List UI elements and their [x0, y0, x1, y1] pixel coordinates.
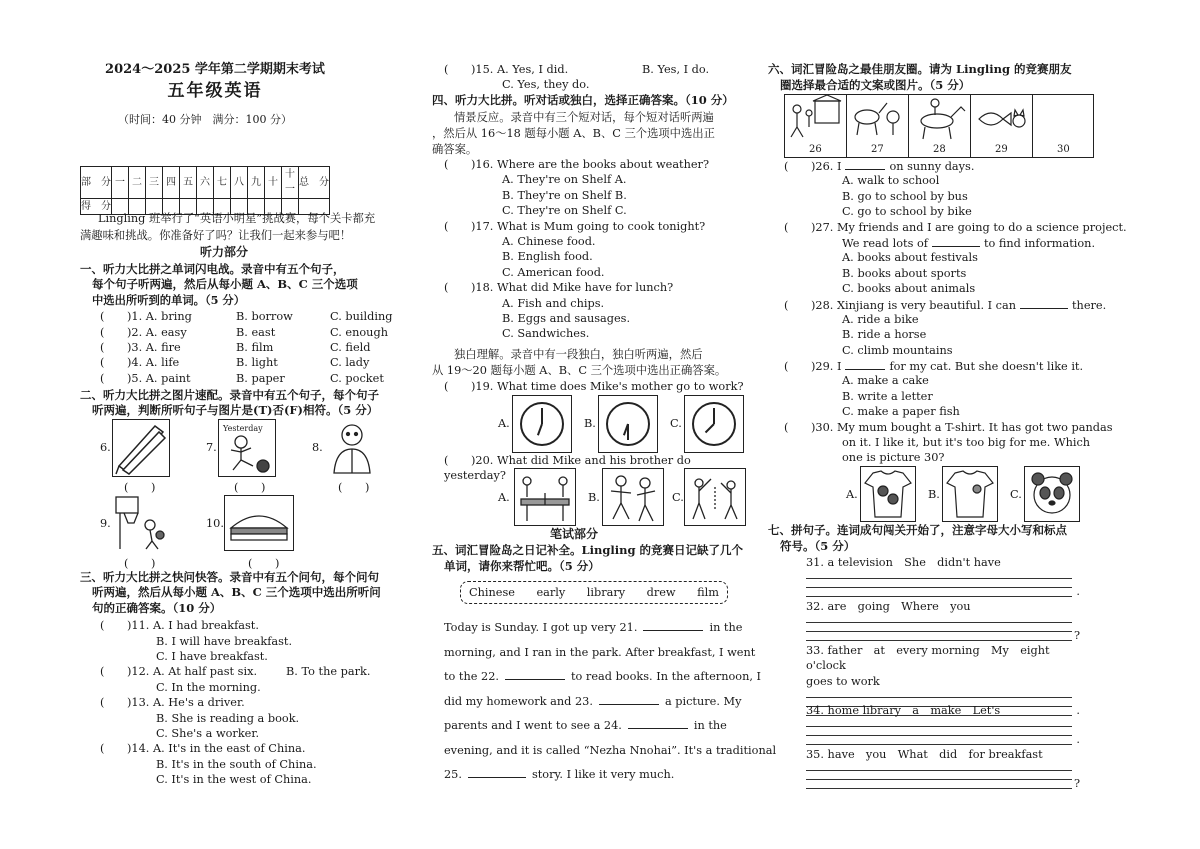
mono-intro-2: 从 19～20 题每小题 A、B、C 三个选项中选出正确答案。 [432, 364, 727, 377]
question-line [784, 158, 1094, 173]
dialog-intro-2: ，然后从 16～18 题每小题 A、B、C 三个选项中选出正 [432, 127, 715, 140]
question-option-a: ( )1. A. bring [100, 310, 192, 324]
pencils-icon [113, 420, 169, 476]
question-text: B. books about sports [842, 266, 967, 280]
sandwich-picture [224, 495, 294, 551]
diary-passage [444, 616, 777, 788]
list-item [80, 757, 408, 772]
question-line [784, 450, 1094, 465]
section-2 [80, 388, 408, 419]
section-5-title: 五、词汇冒险岛之日记补全。Lingling 的竞赛日记缺了几个 [432, 543, 743, 557]
q30-opt-a: A. [846, 488, 858, 501]
tshirt-b-picture [942, 466, 998, 522]
q34-words: 34. home library a make Let's [806, 704, 1001, 717]
section-1-items [80, 309, 408, 386]
q18-a: A. Fish and chips. [502, 296, 605, 310]
question-option-a: ( )12. A. At half past six. [100, 665, 258, 679]
q35-qmark: ? [1073, 777, 1080, 791]
diary-text: Today is Sunday. I got up very 21. [444, 621, 638, 634]
pic-10-num: 10. [206, 517, 224, 530]
kids-walking-to-school-icon [785, 95, 846, 141]
section-2-title-2: 听两遍，判断所听句子与图片是(T)否(F)相符。（5 分） [92, 403, 379, 418]
q34-period: . [1076, 733, 1080, 747]
column-1 [80, 0, 408, 849]
list-item [80, 340, 408, 355]
score-header-cell: 八 [231, 167, 248, 199]
list-item [80, 711, 408, 726]
question-line [784, 266, 1094, 281]
diary-text: to the 22. [444, 670, 499, 683]
word-bank-item: library [586, 586, 626, 599]
clock-b-icon [606, 402, 650, 446]
question-text: on sunny days. [889, 160, 975, 173]
q35-words: 35. have you What did for breakfast [806, 748, 1043, 761]
section-3-title-2: 听两遍，然后从每小题 A、B、C 三个选项中选出所听问 [92, 585, 381, 600]
diary-text: in the [709, 621, 743, 634]
q16-c: C. They're on Shelf C. [502, 204, 627, 218]
answer-blank[interactable] [1020, 297, 1068, 309]
pencils-picture [112, 419, 170, 477]
sandwich-icon [225, 496, 293, 550]
question-text: A. make a cake [842, 374, 929, 388]
question-option-b: B. paper [236, 371, 285, 385]
score-header-cell: 二 [129, 167, 146, 199]
list-item [80, 325, 408, 340]
section-7-title: 七、拼句子。连词成句闯关开始了，注意字母大小写和标点 [768, 523, 1067, 537]
q15-c: C. Yes, they do. [502, 78, 590, 92]
question-line [784, 327, 1094, 342]
question-option-c: C. In the morning. [156, 680, 261, 694]
question-line [784, 343, 1094, 358]
ping-pong-icon [515, 469, 575, 525]
score-header-cell: 七 [214, 167, 231, 199]
dialog-intro-1: 情景反应。录音中有三个短对话，每个短对话听两遍 [454, 111, 714, 124]
question-text: We read lots of [842, 236, 928, 250]
answer-blank[interactable] [845, 158, 885, 170]
q16-18-block [444, 157, 754, 342]
q16-b: B. They're on Shelf B. [502, 188, 627, 202]
question-text: C. go to school by bike [842, 205, 972, 219]
clock-a-box [512, 395, 572, 453]
question-option-b: B. I will have breakfast. [156, 634, 293, 648]
question-option-b: B. It's in the south of China. [156, 757, 317, 771]
question-option-b: B. borrow [236, 310, 293, 324]
question-text: ( )28. Xinjiang is very beautiful. I can [784, 298, 1017, 312]
q17-c: C. American food. [502, 265, 605, 279]
pic-8-num: 8. [312, 441, 323, 454]
diary-text: 25. [444, 768, 462, 781]
q19-opt-b: B. [584, 417, 596, 430]
score-header-cell: 十一 [282, 167, 299, 199]
pic-6-num: 6. [100, 441, 111, 454]
column-3 [768, 0, 1127, 849]
q15-b: B. Yes, I do. [642, 63, 710, 76]
question-option-c: C. She's a worker. [156, 726, 260, 740]
question-line [784, 235, 1094, 250]
section-7-title-2: 符号。（5 分） [780, 539, 856, 553]
animals-icon [847, 95, 908, 141]
question-option-b: B. She is reading a book. [156, 711, 300, 725]
clock-c-icon [692, 402, 736, 446]
q32-qmark: ? [1073, 629, 1080, 643]
q34-answer-lines[interactable] [806, 718, 1080, 747]
diary-blank[interactable] [628, 717, 688, 729]
list-item [80, 649, 408, 664]
q17-a: A. Chinese food. [502, 234, 596, 248]
q35-block [806, 747, 1080, 791]
section-6-title-2: 圈选择最合适的文案或图片。（5 分） [780, 78, 971, 92]
question-text: C. make a paper fish [842, 405, 960, 419]
fish-and-cat-icon [971, 95, 1032, 141]
q33-period: . [1076, 704, 1080, 718]
score-header-cell: 部 分 [81, 167, 112, 199]
q32-words: 32. are going Where you [806, 600, 971, 613]
q17-b: B. English food. [502, 250, 593, 264]
question-text: B. write a letter [842, 389, 933, 403]
diary-text: to read books. In the afternoon, I [571, 670, 761, 683]
q19-opt-c: C. [670, 417, 682, 430]
intro-line-1: Lingling 班举行了“英语小明星”挑战赛，每个关卡都充 [98, 212, 376, 225]
score-header-cell: 九 [248, 167, 265, 199]
section-4-title: 四、听力大比拼。听对话或独白，选择正确答案。（10 分） [432, 93, 734, 107]
q16-a: A. They're on Shelf A. [502, 173, 627, 187]
question-option-c: C. It's in the west of China. [156, 773, 312, 787]
diary-line [444, 690, 754, 715]
question-text: ( )29. I [784, 360, 842, 374]
intro-line-2: 满趣味和挑战。你准备好了吗？让我们一起来参与吧！ [80, 229, 352, 242]
panda-face-icon [1025, 467, 1079, 521]
score-table [80, 166, 330, 215]
question-line [784, 358, 1094, 373]
question-option-a: ( )11. A. I had breakfast. [100, 619, 259, 633]
question-text: for my cat. But she doesn't like it. [889, 360, 1084, 374]
question-line [784, 281, 1094, 296]
question-option-c: C. building [330, 310, 393, 324]
question-option-c: C. lady [330, 356, 370, 370]
diary-blank[interactable] [643, 619, 703, 631]
listening-part-heading: 听力部分 [200, 245, 249, 259]
question-option-a: ( )14. A. It's in the east of China. [100, 742, 306, 756]
question-line [784, 435, 1094, 450]
question-option-a: ( )13. A. He's a driver. [100, 696, 245, 710]
list-item [80, 680, 408, 695]
score-header-cell: 四 [163, 167, 180, 199]
score-header-cell: 十 [265, 167, 282, 199]
list-item [80, 772, 408, 787]
q30-opt-b: B. [928, 488, 940, 501]
badminton-picture [684, 468, 746, 526]
question-text: C. climb mountains [842, 343, 953, 357]
q34-block [806, 703, 1080, 747]
q16: ( )16. Where are the books about weather? [444, 158, 710, 171]
q18-c: C. Sandwiches. [502, 327, 590, 341]
question-option-b: B. To the park. [286, 665, 371, 679]
section-6-title: 六、词汇冒险岛之最佳朋友圈。请为 Lingling 的竞赛朋友 [768, 62, 1072, 76]
question-text: ( )30. My mum bought a T-shirt. It has got two pandas [784, 420, 1113, 434]
section-1-title: 一、听力大比拼之单词闪电战。录音中有五个句子， [80, 262, 345, 276]
section-3-title-3: 句的正确答案。（10 分） [92, 600, 222, 615]
score-header-cell: 三 [146, 167, 163, 199]
dialog-intro-3: 确答案。 [432, 143, 478, 156]
pic-26-cell [785, 95, 847, 157]
word-bank-item: drew [646, 586, 676, 599]
ping-pong-picture [514, 468, 576, 526]
pic-9-num: 9. [100, 517, 111, 530]
q19: ( )19. What time does Mike's mother go to work? [444, 380, 744, 393]
q32-block [806, 599, 1080, 643]
section-1 [80, 262, 408, 386]
doctor-picture [324, 419, 380, 475]
q20-opt-a: A. [498, 491, 510, 504]
q15-block [444, 62, 754, 93]
question-option-b: B. east [236, 325, 276, 339]
pic-28-label: 28 [933, 143, 946, 155]
question-text: ( )27. My friends and I are going to do a science project. [784, 220, 1127, 234]
q18-b: B. Eggs and sausages. [502, 311, 631, 325]
pic-30-cell [1033, 95, 1093, 157]
diary-text: in the [693, 719, 727, 732]
list-item [80, 634, 408, 649]
section-3 [80, 570, 408, 788]
diary-line [444, 739, 777, 764]
question-line [784, 173, 1094, 188]
q20: ( )20. What did Mike and his brother do yesterday? [444, 454, 691, 483]
q19-opt-a: A. [498, 417, 510, 430]
question-option-c: C. pocket [330, 371, 384, 385]
question-line [784, 389, 1094, 404]
dancing-picture [602, 468, 664, 526]
question-text: there. [1072, 298, 1107, 312]
q31-words: 31. a television She didn't have [806, 556, 1001, 569]
time-score: （时间：40 分钟 满分：100 分） [118, 113, 292, 126]
question-line [784, 189, 1094, 204]
answer-blank[interactable] [845, 358, 885, 370]
question-text: A. ride a bike [842, 312, 919, 326]
clock-a-icon [520, 402, 564, 446]
list-item [80, 371, 408, 386]
word-bank-item: film [697, 586, 719, 599]
pic-27-label: 27 [871, 143, 884, 155]
question-line [784, 420, 1113, 435]
question-option-a: ( )5. A. paint [100, 371, 191, 385]
question-text: A. books about festivals [842, 251, 978, 265]
q32-answer-lines[interactable] [806, 614, 1080, 643]
word-bank [460, 581, 728, 604]
section-2-title: 二、听力大比拼之图片速配。录音中有五个句子，每个句子 [80, 388, 379, 402]
subject-title: 五年级英语 [167, 81, 263, 101]
question-line [784, 250, 1094, 265]
list-item [80, 726, 408, 741]
written-part-heading: 笔试部分 [550, 527, 599, 541]
question-text: ( )26. I [784, 160, 842, 173]
question-text: A. walk to school [842, 174, 940, 188]
list-item [80, 695, 408, 710]
question-option-a: ( )4. A. life [100, 356, 180, 370]
answer-blank[interactable] [932, 235, 980, 247]
q31-period: . [1076, 585, 1080, 599]
basketball-hoop-icon [112, 495, 168, 551]
yesterday-football-picture [218, 419, 276, 477]
list-item [80, 309, 408, 324]
doctor-icon [324, 419, 380, 475]
horse-riding-icon [909, 95, 970, 141]
score-header-cell: 总 分 [299, 167, 330, 199]
pic-28-cell [909, 95, 971, 157]
clock-b-box [598, 395, 658, 453]
question-option-a: ( )2. A. easy [100, 325, 187, 339]
section-5-title-2: 单词，请你来帮忙吧。（5 分） [444, 559, 600, 573]
yesterday-label: Yesterday [223, 424, 263, 433]
diary-line [444, 714, 754, 739]
score-label-cell: 得 分 [81, 198, 112, 214]
pic-7-num: 7. [206, 441, 217, 454]
question-option-c: C. field [330, 341, 371, 354]
pic-30-label: 30 [1057, 143, 1070, 155]
list-item [80, 664, 408, 679]
word-bank-item: early [536, 586, 566, 599]
q31-block [806, 555, 1080, 599]
list-item [80, 618, 408, 633]
section-6-questions [784, 158, 1127, 466]
q17: ( )17. What is Mum going to cook tonight? [444, 219, 706, 233]
badminton-icon [685, 469, 745, 525]
diary-text: did my homework and 23. [444, 694, 593, 708]
question-line [784, 297, 1107, 312]
diary-text: morning, and I ran in the park. After breakfast, I went [444, 645, 756, 659]
question-line [784, 312, 1094, 327]
q33-words: 33. father at every morning My eight o'clock [806, 644, 1050, 673]
pictures-strip [784, 94, 1094, 158]
q33-words-2: goes to work [806, 674, 880, 688]
q31-answer-lines[interactable] [806, 570, 1080, 599]
basketball-picture [112, 495, 168, 551]
diary-text: evening, and it is called “Nezha Nnohai”. It's a traditional [444, 743, 777, 757]
question-line [784, 220, 1127, 235]
pic-27-cell [847, 95, 909, 157]
tshirt-plain-icon [943, 467, 997, 521]
pic-29-cell [971, 95, 1033, 157]
section-1-title-3: 中选出所听到的单词。（5 分） [92, 292, 246, 307]
question-line [784, 204, 1094, 219]
q20-opt-b: B. [588, 491, 600, 504]
pic-7-answer[interactable]: ( ) [234, 481, 266, 494]
q30-opt-c: C. [1010, 488, 1022, 501]
pic-8-answer[interactable]: ( ) [338, 481, 370, 494]
section-1-title-2: 每个句子听两遍，然后从每小题 A、B、C 三个选项 [92, 277, 358, 292]
pic-6-answer[interactable]: ( ) [124, 481, 156, 494]
question-text: on it. I like it, but it's too big for me. Which [842, 436, 1091, 450]
question-text: one is picture 30? [842, 451, 945, 465]
pic-10-answer[interactable]: ( ) [248, 557, 280, 570]
question-option-c: C. I have breakfast. [156, 650, 268, 663]
pic-9-answer[interactable]: ( ) [124, 557, 156, 570]
score-header-cell: 六 [197, 167, 214, 199]
question-text: B. ride a horse [842, 328, 927, 342]
q15: ( )15. A. Yes, I did. [444, 63, 569, 76]
exam-title: 2024～2025 学年第二学期期末考试 [105, 62, 325, 77]
score-header-cell: 一 [112, 167, 129, 199]
kids-playing-icon [603, 469, 663, 525]
question-line [784, 404, 1094, 419]
section-3-title: 三、听力大比拼之快问快答。录音中有五个问句，每个问句 [80, 570, 379, 584]
question-text: C. books about animals [842, 282, 976, 296]
question-text: B. go to school by bus [842, 189, 968, 203]
word-bank-item: Chinese [469, 586, 515, 599]
question-option-a: ( )3. A. fire [100, 341, 181, 354]
diary-text: parents and I went to see a 24. [444, 719, 622, 732]
mono-intro-1: 独白理解。录音中有一段独白，独白听两遍，然后 [454, 348, 703, 361]
q18: ( )18. What did Mike have for lunch? [444, 281, 674, 295]
diary-line [444, 763, 754, 788]
q35-answer-lines[interactable] [806, 762, 1080, 791]
column-2 [432, 0, 777, 849]
tshirt-c-picture [1024, 466, 1080, 522]
q20-opt-c: C. [672, 491, 684, 504]
tshirt-a-picture [860, 466, 916, 522]
diary-text: a picture. My [664, 694, 742, 708]
score-header-cell: 五 [180, 167, 197, 199]
diary-blank[interactable] [468, 766, 526, 778]
clock-c-box [684, 395, 744, 453]
diary-line [444, 616, 754, 641]
diary-line [444, 665, 761, 690]
section-3-items [80, 618, 408, 787]
diary-blank[interactable] [599, 693, 659, 705]
question-option-b: B. film [236, 341, 274, 354]
question-option-c: C. enough [330, 325, 388, 339]
diary-blank[interactable] [505, 668, 565, 680]
question-line [784, 373, 1094, 388]
diary-text: story. I like it very much. [531, 768, 675, 781]
pic-26-label: 26 [809, 143, 822, 155]
pic-29-label: 29 [995, 143, 1008, 155]
question-option-b: B. light [236, 356, 278, 370]
diary-line [444, 641, 754, 666]
tshirt-pandas-icon [861, 467, 915, 521]
list-item [80, 355, 408, 370]
question-text: to find information. [983, 236, 1096, 250]
list-item [80, 741, 408, 756]
